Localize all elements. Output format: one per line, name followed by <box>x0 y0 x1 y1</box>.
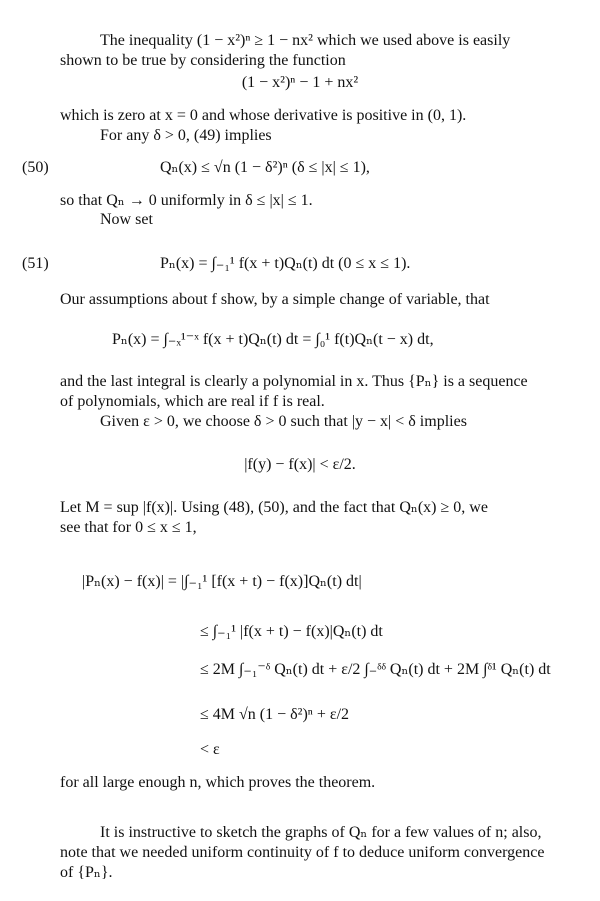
text-line: For any δ > 0, (49) implies <box>100 127 272 144</box>
display-equation: Pₙ(x) = ∫₋₁¹ f(x + t)Qₙ(t) dt (0 ≤ x ≤ 1). <box>160 255 411 272</box>
text-line: shown to be true by considering the function <box>60 52 346 69</box>
display-equation: ≤ 4M √n (1 − δ²)ⁿ + ε/2 <box>200 706 350 723</box>
text-line: It is instructive to sketch the graphs of Qₙ for a few values of n; also, <box>100 824 542 841</box>
text-line: see that for 0 ≤ x ≤ 1, <box>60 519 197 536</box>
text-line: so that Qₙ → 0 uniformly in δ ≤ |x| ≤ 1. <box>60 192 313 209</box>
text-line: The inequality (1 − x²)ⁿ ≥ 1 − nx² which we used above is easily <box>100 32 511 49</box>
display-equation: ≤ ∫₋₁¹ |f(x + t) − f(x)|Qₙ(t) dt <box>200 623 383 640</box>
text-line: Let M = sup |f(x)|. Using (48), (50), and the fact that Qₙ(x) ≥ 0, we <box>60 499 488 516</box>
text-line: for all large enough n, which proves the theorem. <box>60 774 376 791</box>
display-equation: (1 − x²)ⁿ − 1 + nx² <box>241 74 359 91</box>
equation-number: (51) <box>22 255 49 272</box>
text-line: and the last integral is clearly a polynomial in x. Thus {Pₙ} is a sequence <box>60 373 528 390</box>
text-line: of polynomials, which are real if f is real. <box>60 393 325 410</box>
display-equation: |Pₙ(x) − f(x)| = |∫₋₁¹ [f(x + t) − f(x)]Qₙ(t) dt| <box>82 573 362 590</box>
text-line: note that we needed uniform continuity of f to deduce uniform convergence <box>60 844 545 861</box>
text-line: Now set <box>100 211 153 228</box>
display-equation: ≤ 2M ∫₋₁⁻ᵟ Qₙ(t) dt + ε/2 ∫₋ᵟᵟ Qₙ(t) dt + 2M ∫ᵟ¹ Qₙ(t) dt <box>200 661 551 678</box>
text-line: Our assumptions about f show, by a simple change of variable, that <box>60 291 490 308</box>
display-equation: Qₙ(x) ≤ √n (1 − δ²)ⁿ (δ ≤ |x| ≤ 1), <box>160 159 370 176</box>
text-line: Given ε > 0, we choose δ > 0 such that |y − x| < δ implies <box>100 413 467 430</box>
display-equation: < ε <box>200 741 220 758</box>
text-line: which is zero at x = 0 and whose derivative is positive in (0, 1). <box>60 107 467 124</box>
equation-number: (50) <box>22 159 49 176</box>
text-line: of {Pₙ}. <box>60 864 113 881</box>
display-equation: |f(y) − f(x)| < ε/2. <box>244 456 356 473</box>
display-equation: Pₙ(x) = ∫₋ₓ¹⁻ˣ f(x + t)Qₙ(t) dt = ∫₀¹ f(t)Qₙ(t − x) dt, <box>112 331 434 348</box>
